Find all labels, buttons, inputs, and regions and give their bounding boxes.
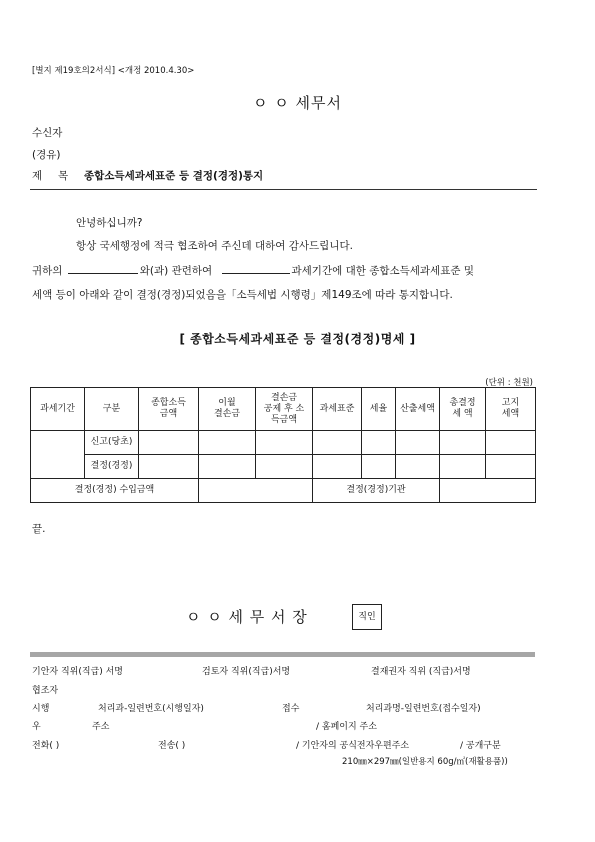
- table-cell[interactable]: [440, 455, 486, 479]
- period-cell[interactable]: [31, 431, 85, 479]
- table-cell[interactable]: [139, 431, 199, 455]
- cooperator-label: 협조자: [32, 686, 59, 696]
- header-carried-loss: 이월 결손금: [199, 388, 256, 431]
- receipt-label: 접수: [282, 704, 300, 714]
- form-number: [별지 제19호의2서식] <개정 2010.4.30>: [32, 66, 195, 76]
- header-category: 구분: [85, 388, 139, 431]
- footer-divider-bar: [30, 652, 535, 657]
- footer-revenue-label: 결정(경정) 수입금액: [31, 479, 199, 503]
- processing-number: 처리과-일련번호(시행일자): [98, 704, 204, 714]
- notice-line-1-c: 과세기간에 대한 종합소득세과세표준 및: [291, 265, 474, 277]
- subject-divider: [30, 189, 537, 190]
- table-cell[interactable]: [313, 431, 362, 455]
- header-total-determined-tax: 총결정 세 액: [440, 388, 486, 431]
- postcode-label: 우: [32, 722, 41, 732]
- paper-spec: 210㎜×297㎜(일반용지 60g/㎡(재활용품)): [342, 757, 508, 767]
- email-label: / 기안자의 공식전자우편주소: [296, 741, 410, 751]
- subject-label-2: 목: [58, 170, 69, 182]
- header-total-income: 종합소득 금액: [139, 388, 199, 431]
- notice-line-2: 세액 등이 아래와 같이 결정(경정)되었음을「소득세법 시행령」제149조에 따라 통지합니다.: [32, 289, 453, 301]
- footer-agency-value[interactable]: [440, 479, 536, 503]
- official-seal: 직인: [352, 604, 382, 630]
- table-cell[interactable]: [486, 455, 536, 479]
- receipt-number: 처리과명-일련번호(접수일자): [366, 704, 481, 714]
- issuing-office-title: ㅇ ㅇ 세무서: [253, 94, 342, 112]
- table-cell[interactable]: [440, 431, 486, 455]
- header-notified-tax: 고지 세액: [486, 388, 536, 431]
- header-calculated-tax: 산출세액: [396, 388, 440, 431]
- table-title: [ 종합소득세과세표준 등 결정(경정)명세 ]: [179, 332, 416, 346]
- address-label: 주소: [92, 722, 110, 732]
- disclosure-label: / 공개구분: [460, 741, 501, 751]
- phone-label: 전화( ): [32, 741, 60, 751]
- table-cell[interactable]: [199, 431, 256, 455]
- notice-line-1-a: 귀하의: [32, 265, 63, 277]
- header-tax-base: 과세표준: [313, 388, 362, 431]
- row-label-determined: 결정(경정): [85, 455, 139, 479]
- table-footer-row: [31, 479, 536, 503]
- table-cell[interactable]: [396, 431, 440, 455]
- reviewer-label: 검토자 직위(직급)서명: [202, 667, 291, 677]
- header-period: 과세기간: [31, 388, 85, 431]
- table-row-declared: [31, 431, 536, 455]
- notice-line-1: [32, 263, 474, 278]
- table-cell[interactable]: [256, 431, 313, 455]
- footer-revenue-value[interactable]: [199, 479, 313, 503]
- blank-subject-field[interactable]: [68, 263, 138, 274]
- table-cell[interactable]: [396, 455, 440, 479]
- subject-text: 종합소득세과세표준 등 결정(경정)통지: [84, 170, 264, 182]
- table-cell[interactable]: [486, 431, 536, 455]
- table-header-row: [31, 388, 536, 431]
- enforcement-label: 시행: [32, 704, 50, 714]
- recipient-label: 수신자: [32, 127, 63, 139]
- thanks-sentence: 항상 국세행정에 적극 협조하여 주신데 대하여 감사드립니다.: [76, 240, 353, 252]
- table-cell[interactable]: [139, 455, 199, 479]
- blank-period-field[interactable]: [222, 263, 290, 274]
- greeting: 안녕하십니까?: [76, 217, 143, 229]
- homepage-label: / 홈페이지 주소: [316, 722, 377, 732]
- assessment-table: [30, 387, 536, 503]
- table-row-determined: [31, 455, 536, 479]
- unit-label: (단위 : 천원): [485, 378, 533, 388]
- drafter-label: 기안자 직위(직급) 서명: [32, 667, 123, 677]
- table-cell[interactable]: [256, 455, 313, 479]
- row-label-declared: 신고(당초): [85, 431, 139, 455]
- table-cell[interactable]: [313, 455, 362, 479]
- end-mark: 끝.: [32, 523, 46, 535]
- subject-row: [32, 168, 263, 183]
- fax-label: 전송( ): [158, 741, 186, 751]
- head-office-name: ㅇ ㅇ 세 무 서 장: [186, 608, 308, 626]
- subject-label-1: 제: [32, 170, 43, 182]
- table-cell[interactable]: [199, 455, 256, 479]
- notice-line-1-b: 와(과) 관련하여: [139, 265, 213, 277]
- table-cell[interactable]: [362, 455, 396, 479]
- approver-label: 결재권자 직위 (직급)서명: [371, 667, 471, 677]
- via-label: (경유): [32, 149, 61, 161]
- header-income-after-loss: 결손금 공제 후 소 득금액: [256, 388, 313, 431]
- footer-agency-label: 결정(경정)기관: [313, 479, 440, 503]
- table-cell[interactable]: [362, 431, 396, 455]
- header-tax-rate: 세율: [362, 388, 396, 431]
